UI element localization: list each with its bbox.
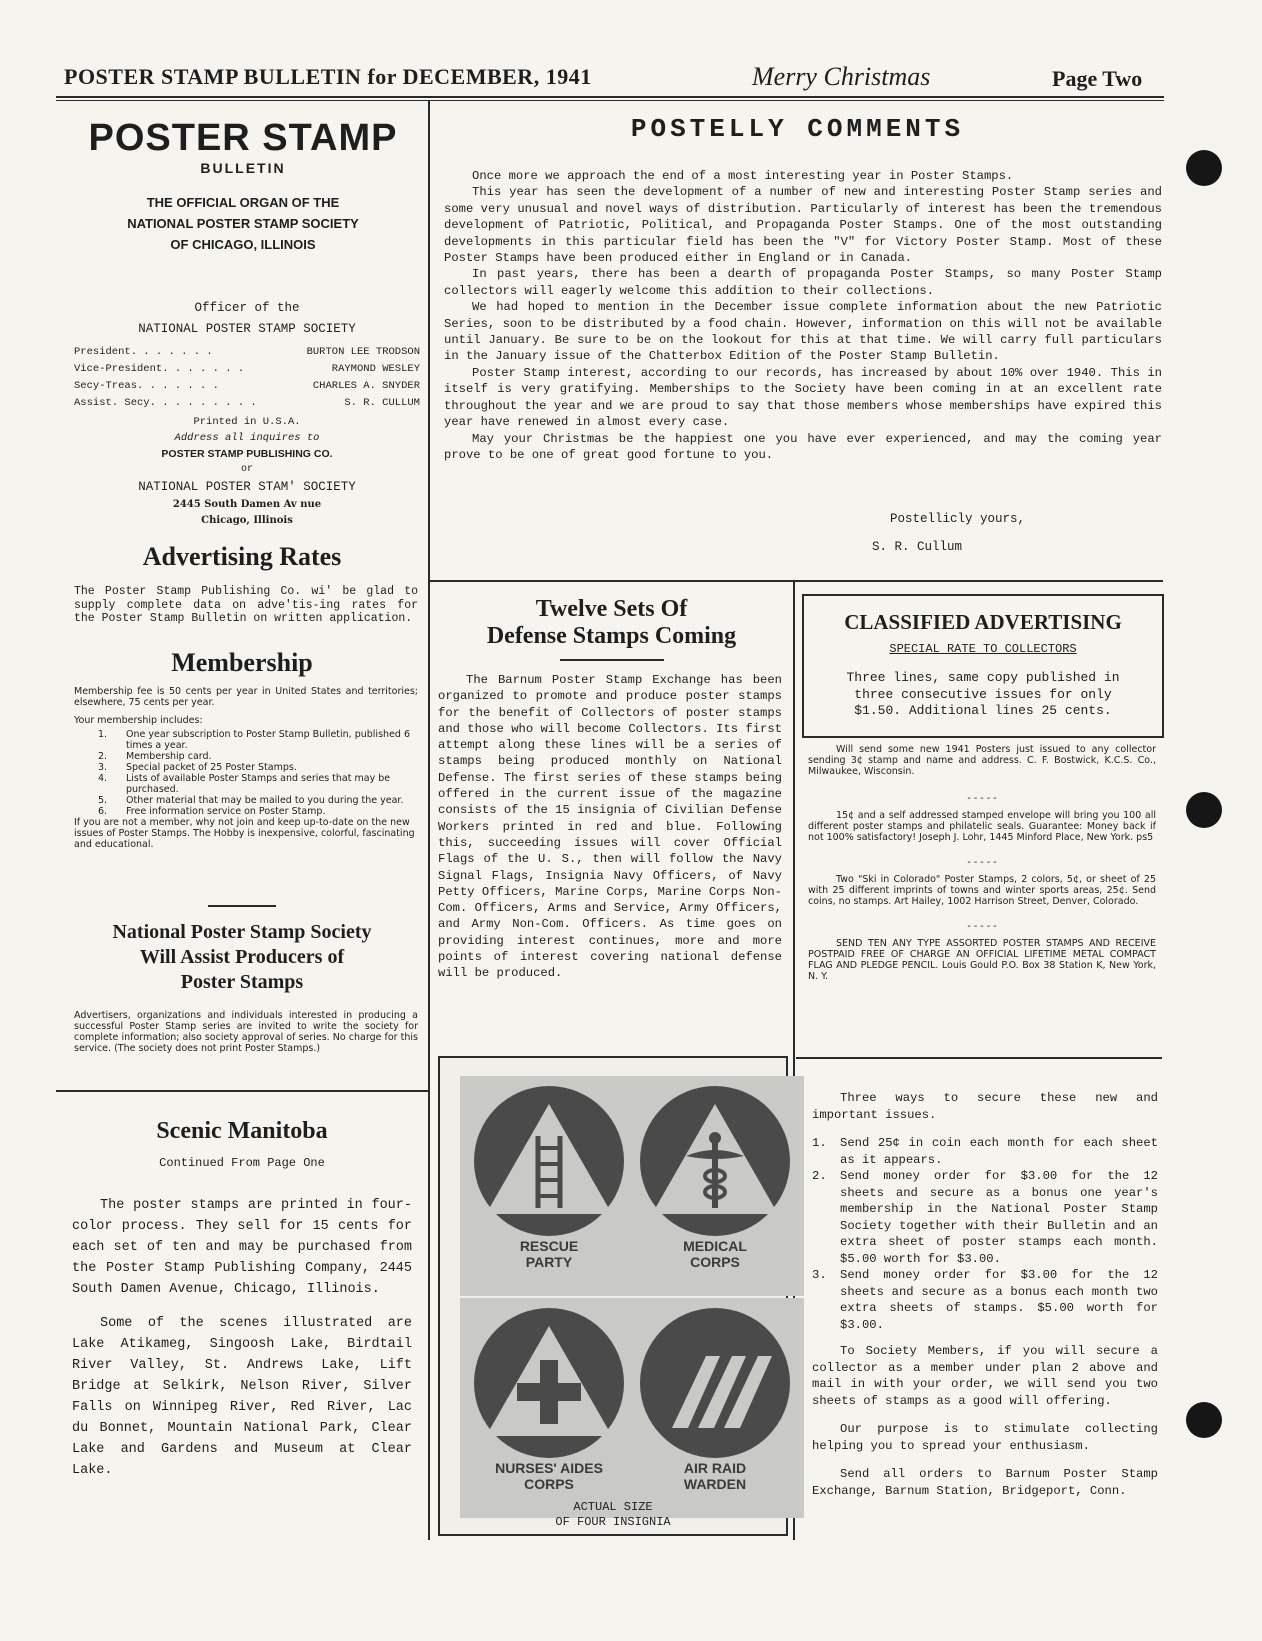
binder-hole-top bbox=[1186, 150, 1222, 186]
manitoba-body bbox=[72, 1195, 412, 1481]
stamp-medical-corps bbox=[626, 1076, 804, 1296]
officers-heading: NATIONAL POSTER STAMP SOCIETY bbox=[138, 322, 356, 336]
classified-ad: Two "Ski in Colorado" Poster Stamps, 2 colors, 5¢, or sheet of 25 with 25 different imprints of towns and winter sports areas, 25¢. Send coins, no stamps. Art Hailey, 1002 Harrison Street, Denver, Colorado. bbox=[808, 874, 1156, 907]
classified-box bbox=[802, 594, 1164, 738]
binder-hole-middle bbox=[1186, 792, 1222, 828]
stamp-rescue-party bbox=[460, 1076, 638, 1296]
membership-item: 6. Free information service on Poster Stamp. bbox=[98, 806, 326, 817]
masthead-subtitle: BULLETIN bbox=[200, 160, 286, 176]
membership-item: 5. Other material that may be mailed to you during the year. bbox=[98, 795, 404, 806]
officer-name: S. R. CULLUM bbox=[344, 397, 420, 409]
cross-icon bbox=[460, 1298, 638, 1458]
stamp-air-raid-warden bbox=[626, 1298, 804, 1518]
stamp-label: AIR RAID WARDEN bbox=[683, 1460, 747, 1492]
society-city: Chicago, Illinois bbox=[201, 515, 293, 526]
defense-heading: Twelve Sets Of Defense Stamps Coming bbox=[486, 596, 737, 649]
postelly-paragraph: In past years, there has been a dearth of propaganda Poster Stamps, so many Poster Stamp collectors will eagerly welcome this addition to their collections. bbox=[444, 267, 1162, 298]
classified-ads bbox=[808, 744, 1156, 982]
ad-separator: - - - - - bbox=[967, 793, 997, 804]
stamp-label: NURSES' AIDES CORPS bbox=[495, 1460, 603, 1492]
binder-hole-bottom bbox=[1186, 1402, 1222, 1438]
membership-block bbox=[74, 686, 418, 850]
officer-role: Secy-Treas. . . . . . . bbox=[74, 380, 219, 392]
masthead-organ-line: THE OFFICIAL ORGAN OF THE bbox=[146, 195, 340, 210]
membership-heading: Membership bbox=[171, 648, 313, 677]
stamp-label: RESCUE PARTY bbox=[519, 1238, 579, 1270]
officer-name: BURTON LEE TRODSON bbox=[306, 346, 420, 358]
stamp-label: MEDICAL CORPS bbox=[683, 1238, 747, 1270]
postelly-paragraph: May your Christmas be the happiest one you have ever experienced, and may the coming year prove to be one of great good fortune to you. bbox=[444, 431, 1162, 462]
advertising-rates-heading: Advertising Rates bbox=[142, 542, 342, 571]
manitoba-heading: Scenic Manitoba bbox=[156, 1118, 328, 1144]
address-intro: Address all inquires to bbox=[174, 432, 320, 444]
officer-role: Assist. Secy. . . . . . . . . bbox=[74, 397, 257, 409]
officer-name: RAYMOND WESLEY bbox=[331, 363, 420, 375]
postelly-paragraph: Poster Stamp interest, according to our records, has increased by about 10% over 1940. This in itself is very gratifying. Memberships to the Society have been coming in at an excellent rate throughout the year and we are proud to say that those members whose memberships have expired this year have renewed in almost every case. bbox=[444, 365, 1162, 430]
order-intro: Three ways to secure these new and important issues. bbox=[812, 1091, 1158, 1122]
masthead-title: POSTER STAMP bbox=[88, 117, 398, 159]
membership-item: 2. Membership card. bbox=[98, 751, 212, 762]
header-page-number: Page Two bbox=[1052, 66, 1143, 91]
caduceus-icon bbox=[626, 1076, 804, 1236]
order-option: 1. Send 25¢ in coin each month for each sheet as it appears. bbox=[812, 1136, 1158, 1167]
manitoba-paragraph: The poster stamps are printed in four-color process. They sell for 15 cents for each set of ten and may be purchased from the Poster Stamp Publishing Company, 2445 South Damen Avenue, Chicago, Illinois. bbox=[72, 1198, 412, 1297]
manitoba-paragraph: Some of the scenes illustrated are Lake Atikameg, Singoosh Lake, Birdtail River Valley, St. Andrews Lake, Lift Bridge at Selkirk, Nelson River, Silver Falls on Winnipeg River, Red River, Lac du Bonnet, Mountain National Park, Clear Lake and Gardens and Museum at Clear Lake. bbox=[72, 1316, 412, 1478]
order-address: Send all orders to Barnum Poster Stamp Exchange, Barnum Station, Bridgeport, Conn. bbox=[812, 1467, 1158, 1498]
classified-ad: Will send some new 1941 Posters just issued to any collector sending 3¢ stamp and name and address. C. F. Bostwick, K.C.S. Co., Milwaukee, Wisconsin. bbox=[808, 744, 1156, 777]
left-column-rule bbox=[428, 100, 430, 1540]
postelly-heading: POSTELLY COMMENTS bbox=[630, 114, 965, 144]
membership-closing: If you are not a member, why not join and keep up-to-date on the new issues of Poster Stamps. The Hobby is inexpensive, colorful, fascinating and educational. bbox=[74, 817, 415, 850]
assist-text: Advertisers, organizations and individuals interested in producing a successful Poster Stamp series are invited to write the society for complete information; also society approval of series. No charge for this service. (The society does not print Poster Stamps.) bbox=[74, 1010, 418, 1054]
masthead bbox=[60, 118, 426, 255]
assist-heading: National Poster Stamp Society Will Assist Producers of Poster Stamps bbox=[112, 921, 372, 993]
publisher-name: POSTER STAMP PUBLISHING CO. bbox=[161, 448, 333, 460]
officers-heading: Officer of the bbox=[194, 301, 300, 315]
header-rule bbox=[56, 96, 1164, 98]
classified-ad: SEND TEN ANY TYPE ASSORTED POSTER STAMPS AND RECEIVE POSTPAID FREE OF CHARGE AN OFFICIAL LIFETIME METAL COMPACT FLAG AND PLEDGE PENCIL. Louis Gould P.O. Box 38 Station K, New York, N. Y. bbox=[808, 938, 1156, 982]
manitoba-continued: Continued From Page One bbox=[159, 1156, 325, 1170]
header-bulletin-title: POSTER STAMP BULLETIN for DECEMBER, 1941 bbox=[64, 64, 592, 89]
masthead-organ-line: OF CHICAGO, ILLINOIS bbox=[170, 237, 316, 252]
printed-note: Printed in U.S.A. bbox=[193, 416, 301, 428]
officer-row bbox=[74, 344, 420, 361]
postelly-signoff: Postellicly yours, bbox=[890, 512, 1026, 526]
order-option: 2. Send money order for $3.00 for the 12 sheets and secure as a bonus one year's membership in the National Poster Stamp Society together with their Bulletin and an extra sheet of poster stamps each month. $5.00 worth for $3.00. bbox=[812, 1169, 1158, 1266]
section-divider bbox=[208, 905, 276, 907]
classified-subheading: SPECIAL RATE TO COLLECTORS bbox=[889, 642, 1077, 656]
officer-row bbox=[74, 378, 420, 395]
defense-heading-underline bbox=[560, 659, 664, 661]
ad-separator: - - - - - bbox=[967, 857, 997, 868]
defense-text: The Barnum Poster Stamp Exchange has been organized to promote and produce poster stamps for the benefit of Collectors of poster stamps and those who will become Collectors. Its first attempt along these lines will be a series of stamps being produced monthly on National Defense. The first series of these stamps being offered in the current issue of the magazine consists of the 15 insignia of Civilian Defense Workers printed in red and blue. Following this, succeeding issues will cover Official Flags of the U. S., then will follow the Navy Signal Flags, Insignia Navy Officers, of Navy Petty Officers, Marine Corps, Marine Corps Non-Com. Officers, Arms and Service, Army Officers, and Army Non-Com. Officers. As time goes on providing interest continues, more and more points of interest covering national defense will be produced. bbox=[438, 673, 782, 981]
masthead-organ-line: NATIONAL POSTER STAMP SOCIETY bbox=[127, 216, 359, 231]
header-greeting: Merry Christmas bbox=[752, 62, 931, 91]
postelly-paragraph: We had hoped to mention in the December issue complete information about the new Patriotic Series, soon to be distributed by a food chain. However, information on this will not be available until January. Be sure to be on the lookout for this at that time. We will carry full particulars in the January issue of the Chatterbox Edition of the Poster Stamp Bulletin. bbox=[444, 300, 1162, 364]
membership-fee: Membership fee is 50 cents per year in United States and territories; elsewhere, 75 cents per year. bbox=[74, 686, 418, 708]
officer-row bbox=[74, 395, 420, 412]
officers-block bbox=[74, 298, 420, 529]
insignia-caption: ACTUAL SIZE OF FOUR INSIGNIA bbox=[555, 1500, 671, 1529]
stripes-icon bbox=[626, 1298, 804, 1458]
membership-item: 1. One year subscription to Poster Stamp Bulletin, published 6 times a year. bbox=[98, 729, 410, 751]
officer-row bbox=[74, 361, 420, 378]
ad-separator: - - - - - bbox=[967, 921, 997, 932]
stamp-nurses-aides-corps bbox=[460, 1298, 638, 1518]
postelly-signature: S. R. Cullum bbox=[872, 540, 963, 554]
order-info bbox=[812, 1090, 1158, 1499]
postelly-body bbox=[444, 168, 1162, 463]
officer-name: CHARLES A. SNYDER bbox=[312, 380, 420, 392]
membership-item: 3. Special packet of 25 Poster Stamps. bbox=[98, 762, 297, 773]
insignia-box bbox=[438, 1056, 788, 1536]
advertising-rates-text: The Poster Stamp Publishing Co. wi' be glad to supply complete data on adve'tis-ing rates for the Poster Stamp Bulletin on written application. bbox=[74, 585, 418, 625]
address-or: or bbox=[240, 464, 253, 475]
postelly-paragraph: This year has seen the development of a number of new and interesting Poster Stamp series and some very unusual and novel ways of distribution. Particularly of interest has been the tremendous development of Patriotic, Political, and Propaganda Poster Stamps. One of the most outstanding developments in this particular field has been the "V" for Victory Poster Stamp. Most of these Poster Stamps have been produced either in England or in Canada. bbox=[444, 185, 1162, 266]
officer-role: President. . . . . . . bbox=[74, 346, 213, 358]
membership-item: 4. Lists of available Poster Stamps and series that may be purchased. bbox=[98, 773, 391, 795]
classified-ad: 15¢ and a self addressed stamped envelope will bring you 100 all different poster stamps and philatelic seals. Guarantee: Money back if not 100% satisfactory! Joseph J. Lohr, 1445 Minford Place, New York. ps5 bbox=[808, 810, 1156, 843]
society-name: NATIONAL POSTER STAM' SOCIETY bbox=[138, 480, 356, 494]
ladder-icon bbox=[460, 1076, 638, 1236]
order-members-offer: To Society Members, if you will secure a collector as a member under plan 2 above and mail in with your order, we will send you two sheets of stamps as a good will offering. bbox=[812, 1344, 1158, 1408]
officer-role: Vice-President. . . . . . . bbox=[74, 363, 245, 375]
postelly-paragraph: Once more we approach the end of a most interesting year in Poster Stamps. bbox=[472, 169, 1014, 183]
order-option: 3. Send money order for $3.00 for the 12 sheets and secure as a bonus each month two extra sheets of stamps. $5.00 worth for $3.00. bbox=[812, 1268, 1158, 1332]
society-street: 2445 South Damen Av nue bbox=[172, 499, 322, 510]
classified-heading: CLASSIFIED ADVERTISING bbox=[844, 610, 1122, 634]
order-purpose: Our purpose is to stimulate collecting helping you to spread your enthusiasm. bbox=[812, 1422, 1158, 1453]
classified-rate-text: Three lines, same copy published in three consecutive issues for only $1.50. Additional lines 25 cents. bbox=[846, 670, 1120, 718]
membership-includes: Your membership includes: bbox=[74, 715, 203, 726]
